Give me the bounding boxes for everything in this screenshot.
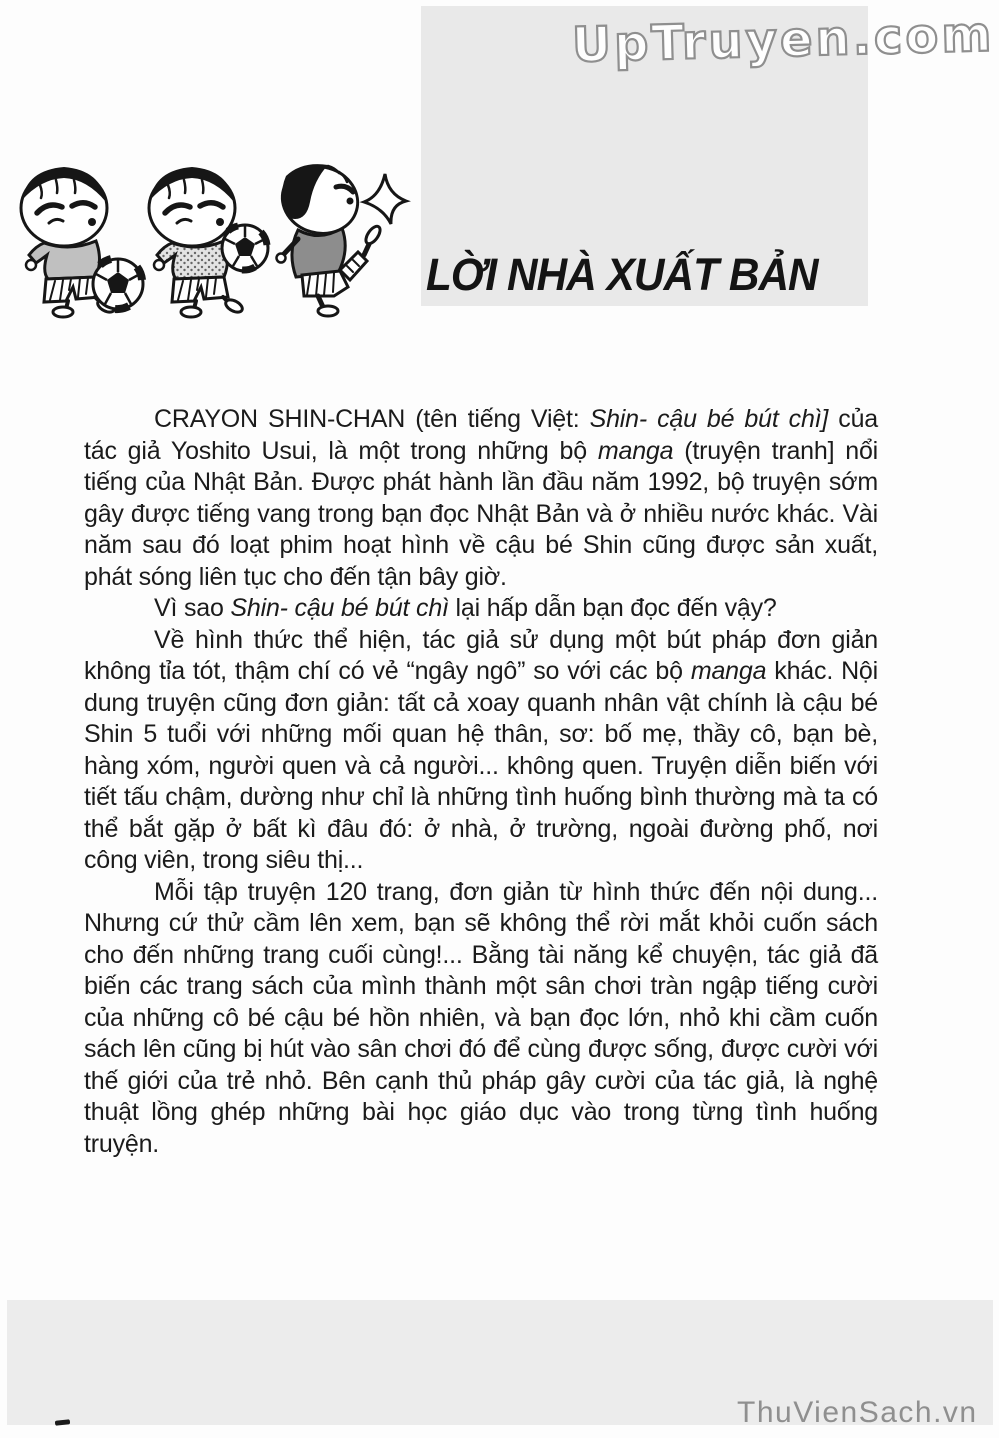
page-title: LỜI NHÀ XUẤT BẢN xyxy=(426,249,818,300)
text-run: Về hình thức thể hiện, tác giả sử dụng một bút pháp đơn giản không tỉa tót, thậm chí có vẻ “ngây ngô” so với các bộ xyxy=(84,625,878,685)
thuviensach-watermark: ThuVienSach.vn xyxy=(737,1396,978,1429)
star-icon xyxy=(364,174,406,224)
shinchan-soccer-illustration xyxy=(2,160,412,320)
body-text xyxy=(84,404,878,1160)
uptruyen-watermark: UpTruyen.com xyxy=(571,6,996,74)
text-run: (truyện tranh] nổi tiếng của Nhật Bản. Được phát hành lần đầu năm 1992, bộ truyện sớm gây được tiếng vang trong bạn đọc Nhật Bản và ở nhiều nước khác. Vài năm sau đó loạt phim hoạt hình về cậu bé Shin cũng được sản xuất, phát sóng liên tục cho đến tận bây giờ. xyxy=(84,436,879,591)
text-run: Shin- cậu bé bút chì xyxy=(230,594,449,622)
paragraph xyxy=(84,625,878,877)
text-run: lại hấp dẫn bạn đọc đến vậy? xyxy=(448,594,777,622)
text-run: CRAYON SHIN-CHAN (tên tiếng Việt: xyxy=(154,405,590,433)
paragraph xyxy=(84,593,878,625)
paragraph xyxy=(84,877,878,1161)
text-run: Shin- cậu bé bút chì] xyxy=(589,405,829,433)
text-run: manga xyxy=(597,436,674,465)
text-run: khác. Nội dung truyện cũng đơn giản: tất cả xoay quanh nhân vật chính là cậu bé Shin 5 tuổi với những mối quan hệ thân, sơ: bố mẹ, thầy cô, bạn bè, hàng xóm, người quen và cả người... không quen. Truyện diễn biến với tiết tấu chậm, dường như chỉ là những tình huống bình thường mà ta có thể bắt gặp ở bất kì đâu đó: ở nhà, ở trường, ngoài đường phố, nơi công viên, trong siêu thị... xyxy=(84,657,878,874)
paragraph xyxy=(84,404,878,593)
text-run: manga xyxy=(690,657,767,685)
text-run: của tác giả Yoshito Usui, là một trong những bộ xyxy=(84,405,878,465)
text-run: Vì sao xyxy=(154,594,231,622)
soccer-ball-icon xyxy=(93,259,143,309)
soccer-ball-icon xyxy=(222,225,268,271)
shinchan-boy-3 xyxy=(274,160,382,316)
text-run: Mỗi tập truyện 120 trang, đơn giản từ hình thức đến nội dung... Nhưng cứ thử cầm lên xem, bạn sẽ không thể rời mắt khỏi cuốn sách cho đến những trang cuối cùng!... Bằng tài năng kể chuyện, tác giả đã biến các trang sách của mình thành một sân chơi tràn ngập tiếng cười của những cô bé cậu bé hồn nhiên, và bạn đọc lớn, nhỏ khi cầm cuốn sách lên cũng bị hút vào sân chơi đó để cùng được sống, được cười với thế giới của trẻ nhỏ. Bên cạnh thủ pháp gây cười của tác giả, là nghệ thuật lồng ghép những bài học giáo dục vào trong từng tình huống truyện. xyxy=(84,877,878,1158)
